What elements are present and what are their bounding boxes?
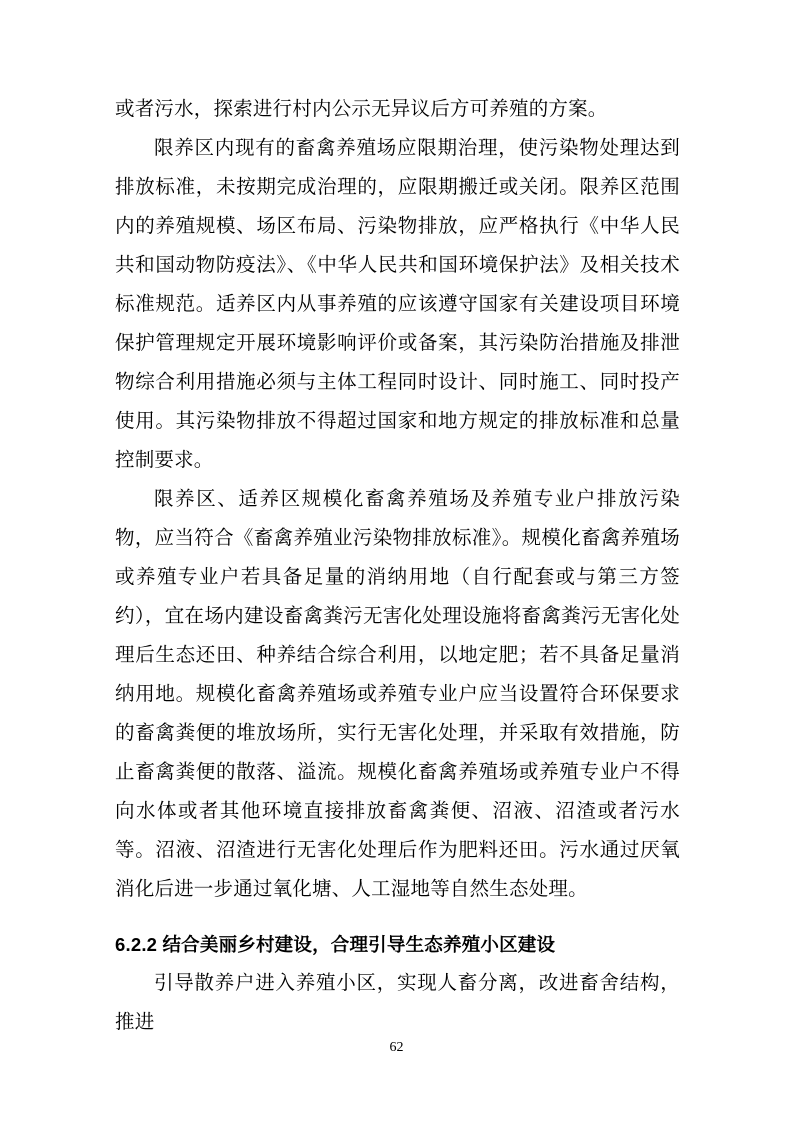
paragraph-1: 或者污水，探索进行村内公示无异议后方可养殖的方案。 xyxy=(115,99,608,120)
section-heading-6-2-2: 6.2.2 结合美丽乡村建设，合理引导生态养殖小区建设 xyxy=(115,934,556,955)
paragraph-2: 限养区内现有的畜禽养殖场应限期治理，使污染物处理达到排放标准，未按期完成治理的，应限期搬迁或关闭。限养区范围内的养殖规模、场区布局、污染物排放，应严格执行《中华人民共和国动物防疫法》、《中华人民共和国环境保护法》及相关技术标准规范。适养区内从事养殖的应该遵守国家有关建设项目环境保护管理规定开展环境影响评价或备案，其污染防治措施及排泄物综合利用措施必须与主体工程同时设计、同时施工、同时投产使用。其污染物排放不得超过国家和地方规定的排放标准和总量控制要求。 xyxy=(115,138,680,471)
page-number: 62 xyxy=(389,1040,404,1055)
paragraph-3: 限养区、适养区规模化畜禽养殖场及养殖专业户排放污染物，应当符合《畜禽养殖业污染物排放标准》。规模化畜禽养殖场或养殖专业户若具备足量的消纳用地（自行配套或与第三方签约），宜在场内建设畜禽粪污无害化处理设施将畜禽粪污无害化处理后生态还田、种养结合综合利用，以地定肥；若不具备足量消纳用地。规模化畜禽养殖场或养殖专业户应当设置符合环保要求的畜禽粪便的堆放场所，实行无害化处理，并采取有效措施，防止畜禽粪便的散落、溢流。规模化畜禽养殖场或养殖专业户不得向水体或者其他环境直接排放畜禽粪便、沼液、沼渣或者污水等。沼液、沼渣进行无害化处理后作为肥料还田。污水通过厌氧消化后进一步通过氧化塘、人工湿地等自然生态处理。 xyxy=(115,489,680,900)
paragraph-4: 引导散养户进入养殖小区，实现人畜分离，改进畜舍结构，推进 xyxy=(115,973,680,1033)
page-content xyxy=(115,90,680,1042)
